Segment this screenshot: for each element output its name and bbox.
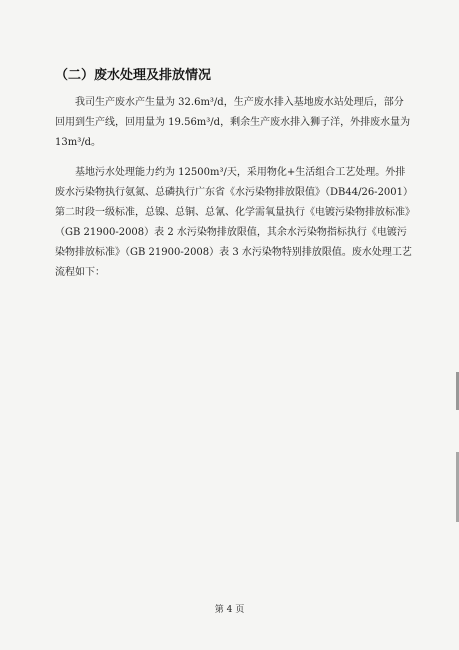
section-heading: （二）废水处理及排放情况 [55, 68, 212, 83]
paragraph-wastewater-volume: 我司生产废水产生量为 32.6m³/d，生产废水排入基地废水站处理后，部分回用到生产线，回用量为 19.56m³/d，剩余生产废水排入狮子洋，外排废水量为 13m³/d。 [55, 97, 411, 148]
page-number: 第 4 页 [214, 605, 245, 615]
paragraph-treatment-standards: 基地污水处理能力约为 12500m³/天，采用物化+生活组合工艺处理。外排废水污染物执行氨氮、总磷执行广东省《水污染物排放限值》（DB44/26-2001）第二时段一级标准，总镍、总铜、总氰、化学需氧量执行《电镀污染物排放标准》（GB 21900-2008）表 2 水污染物排放限值，其余水污染物指标执行《电镀污染物排放标准》（GB 21900-2008）表 3 水污染物特别排放限值。废水处理工艺流程如下： [55, 167, 414, 278]
